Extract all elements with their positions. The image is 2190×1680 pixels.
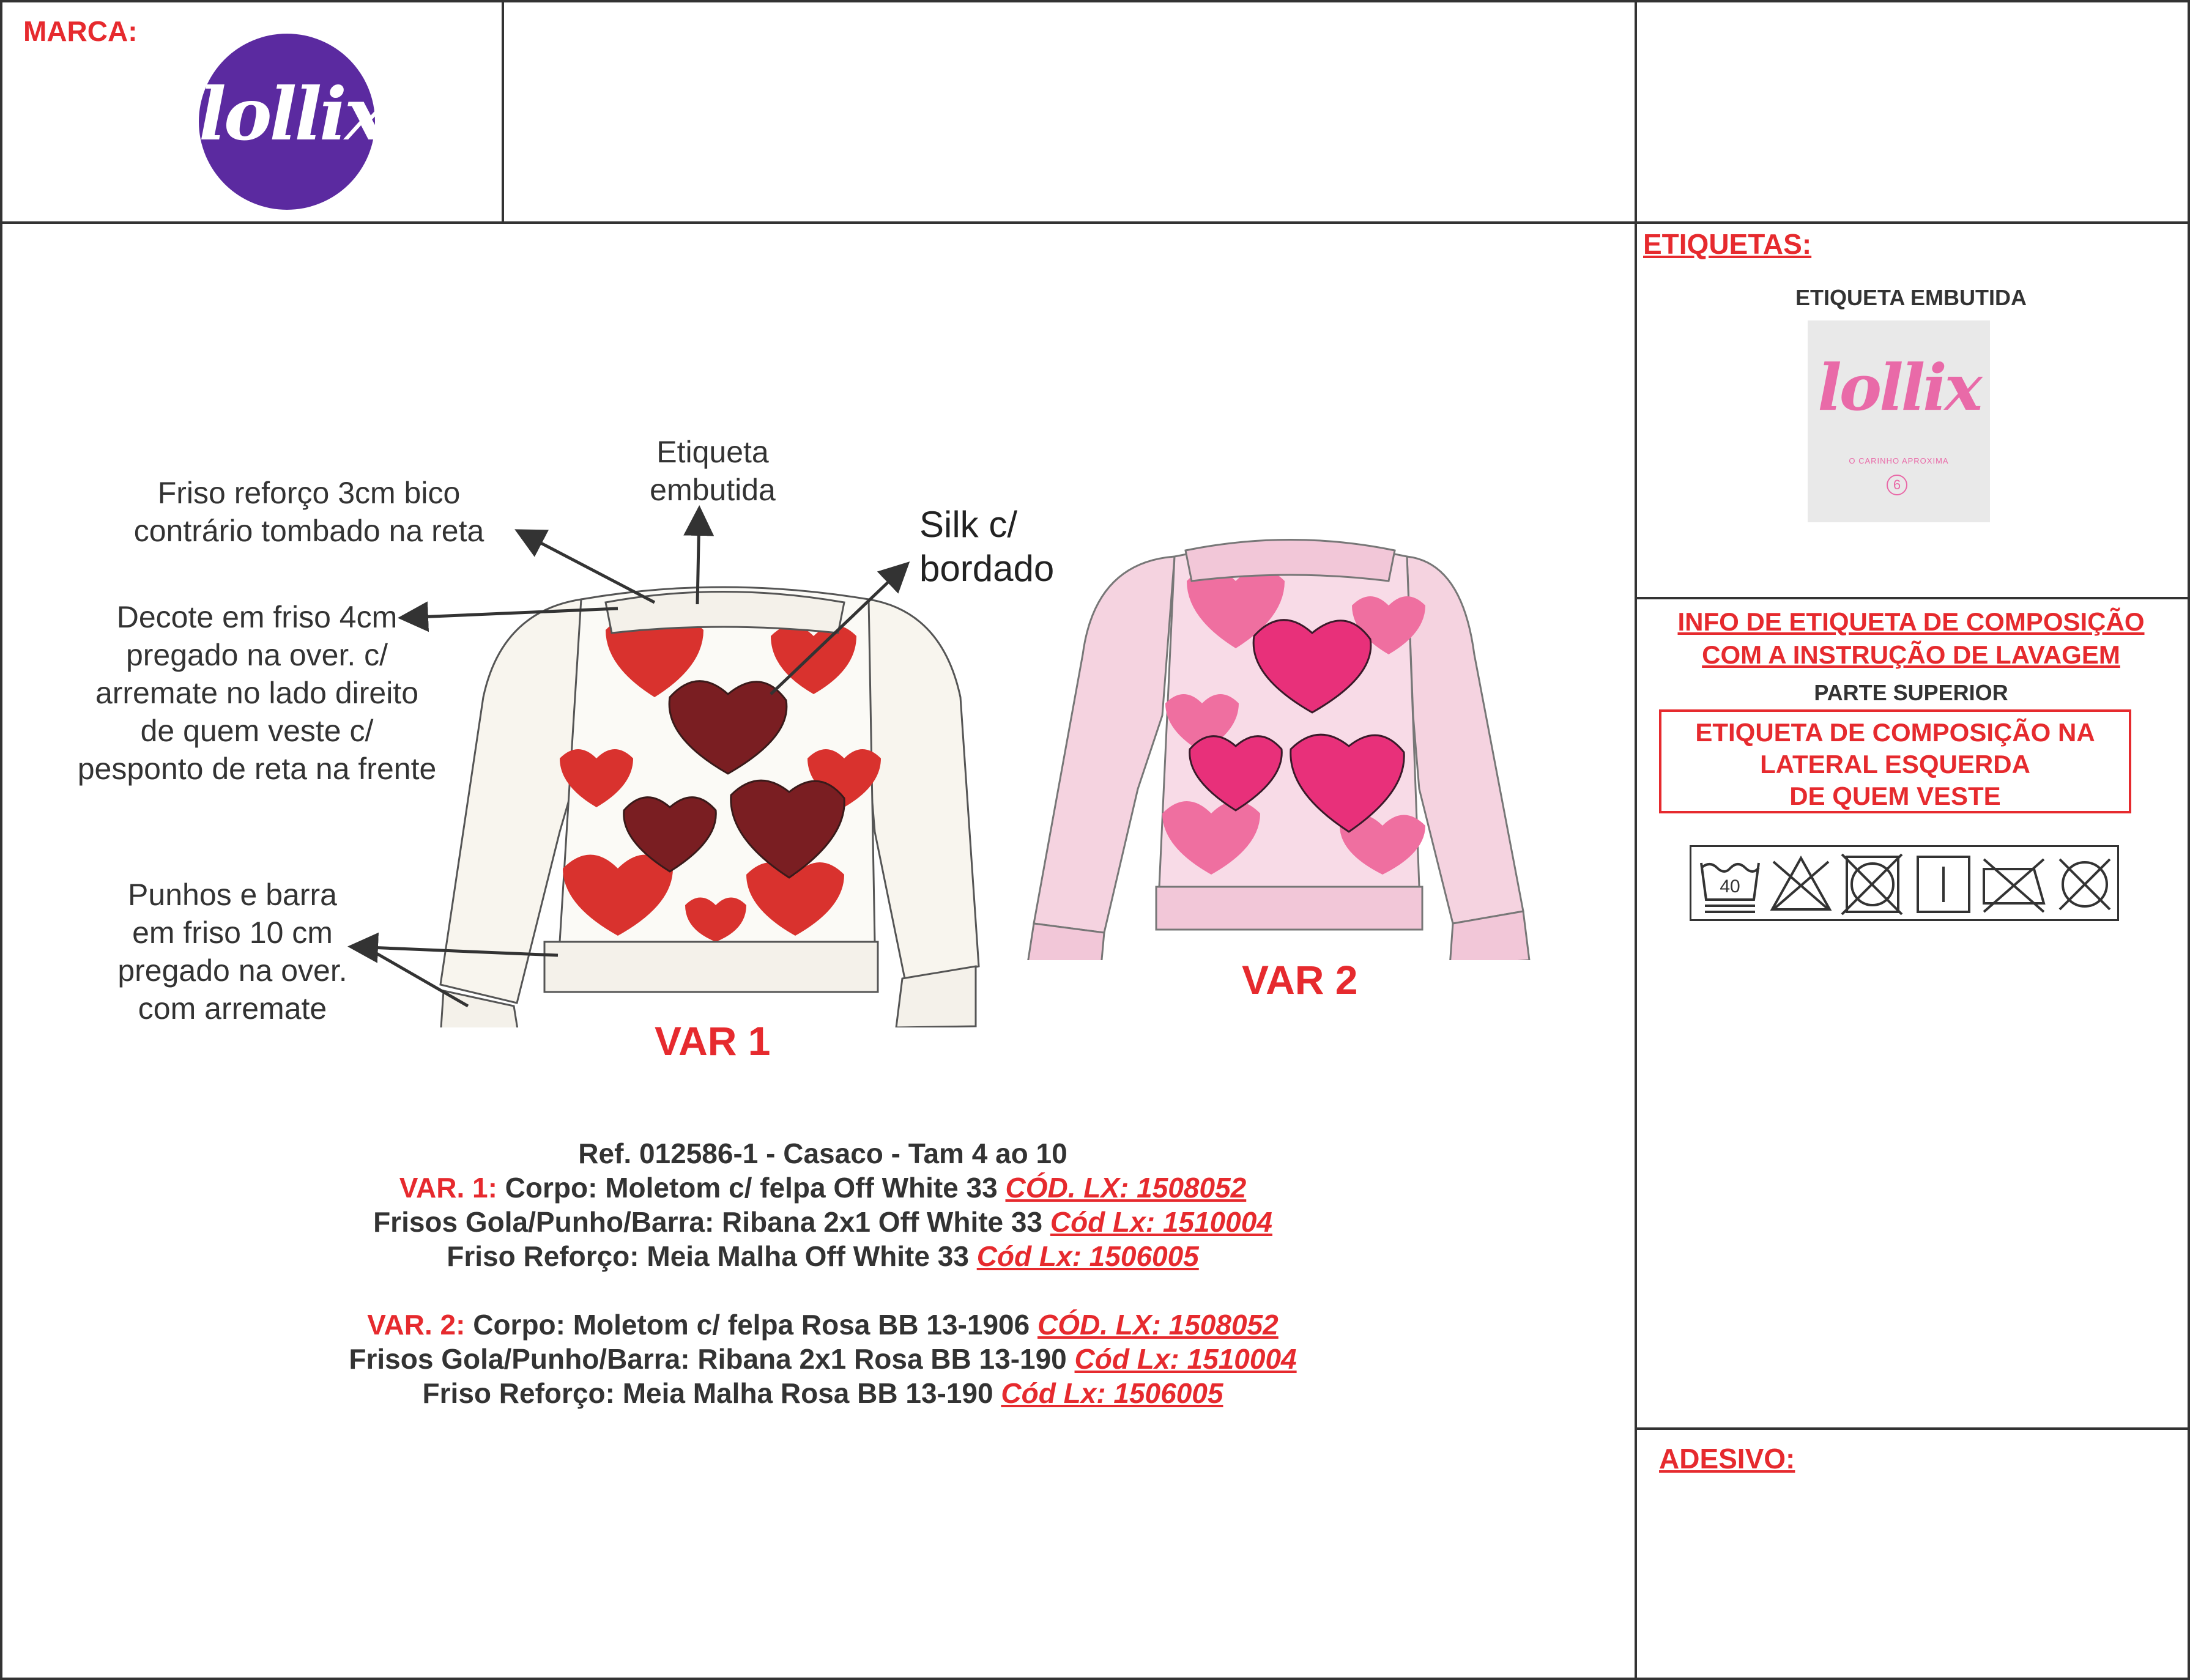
- annotation-friso-l2: contrário tombado na reta: [133, 514, 484, 548]
- spec-v2-frisos-text: Frisos Gola/Punho/Barra: Ribana 2x1 Rosa BB 13-190: [349, 1343, 1075, 1375]
- spec-v2-label: VAR. 2:: [367, 1309, 466, 1341]
- composicao-box-line2: LATERAL ESQUERDA: [1760, 750, 2030, 779]
- var1-label: VAR 1: [655, 1018, 771, 1064]
- silk-arrow: [771, 566, 905, 694]
- line-dry-icon: [1909, 851, 1977, 918]
- annotation-decote-l1: Decote em friso 4cm: [116, 600, 398, 634]
- annotation-decote: [37, 598, 477, 788]
- annotation-silk: [919, 503, 1054, 591]
- spec-v1-reforco-cod: Cód Lx: 1506005: [976, 1240, 1199, 1272]
- spec-v1-label: VAR. 1:: [399, 1172, 497, 1204]
- marca-label: MARCA:: [23, 15, 138, 47]
- spec-v2-corpo-text: Corpo: Moletom c/ felpa Rosa BB 13-1906: [465, 1309, 1037, 1341]
- composicao-title: [1635, 605, 2188, 672]
- spec-block: [184, 1136, 1462, 1410]
- spec-v2-corpo: [184, 1308, 1462, 1342]
- wash-temp-text: 40: [1720, 876, 1740, 897]
- woven-label-tagline: O CARINHO APROXIMA: [1849, 456, 1949, 465]
- spec-v1-reforco: [184, 1239, 1462, 1273]
- annotation-silk-l2: bordado: [919, 548, 1055, 589]
- etiquetas-title: ETIQUETAS:: [1643, 228, 1812, 260]
- spec-v2-reforco-text: Friso Reforço: Meia Malha Rosa BB 13-190: [422, 1377, 1001, 1409]
- spec-v2-frisos-cod: Cód Lx: 1510004: [1074, 1343, 1297, 1375]
- annotation-decote-l4: de quem veste c/: [140, 714, 374, 748]
- woven-label-size-value: 6: [1893, 477, 1901, 492]
- woven-label-logo: lollix: [1817, 350, 1980, 425]
- header-right-cell: [1635, 0, 2190, 224]
- spec-v1-frisos: [184, 1205, 1462, 1239]
- spec-v1-frisos-text: Frisos Gola/Punho/Barra: Ribana 2x1 Off White 33: [373, 1206, 1050, 1238]
- spec-v2-corpo-cod: CÓD. LX: 1508052: [1037, 1309, 1279, 1341]
- woven-label-size: [1887, 475, 1907, 495]
- spec-v2-reforco: [184, 1376, 1462, 1410]
- annotation-etiqueta-l2: embutida: [650, 473, 776, 507]
- composicao-box-line1: ETIQUETA DE COMPOSIÇÃO NA: [1695, 718, 2095, 747]
- composicao-title-line1: INFO DE ETIQUETA DE COMPOSIÇÃO: [1677, 607, 2145, 636]
- care-symbols-strip: [1690, 845, 2119, 921]
- composicao-title-line2: COM A INSTRUÇÃO DE LAVAGEM: [1702, 640, 2120, 669]
- spec-v1-corpo-cod: CÓD. LX: 1508052: [1005, 1172, 1247, 1204]
- annotation-friso: [92, 474, 526, 550]
- no-tumble-dry-icon: [1838, 851, 1906, 918]
- spec-spacer: [184, 1273, 1462, 1308]
- annotation-punhos-l4: com arremate: [138, 991, 327, 1026]
- spec-v2-reforco-cod: Cód Lx: 1506005: [1001, 1377, 1223, 1409]
- friso-arrow: [520, 532, 655, 602]
- spec-v1-frisos-cod: Cód Lx: 1510004: [1050, 1206, 1272, 1238]
- composicao-instruction-box: [1659, 709, 2131, 813]
- annotation-punhos-l2: em friso 10 cm: [132, 916, 333, 950]
- brand-logo-text: lollix: [199, 72, 385, 157]
- annotation-decote-l2: pregado na over. c/: [125, 638, 388, 672]
- spec-v1-corpo: [184, 1171, 1462, 1205]
- woven-label-image: [1808, 320, 1990, 522]
- spec-v1-corpo-text: Corpo: Moletom c/ felpa Off White 33: [497, 1172, 1006, 1204]
- annotation-punhos-l1: Punhos e barra: [128, 878, 337, 912]
- no-dry-clean-icon: [2051, 851, 2118, 918]
- no-bleach-icon: [1767, 851, 1835, 918]
- var2-label: VAR 2: [1242, 957, 1358, 1002]
- spec-v1-reforco-text: Friso Reforço: Meia Malha Off White 33: [447, 1240, 977, 1272]
- annotation-decote-l5: pesponto de reta na frente: [77, 752, 437, 786]
- composicao-box-line3: DE QUEM VESTE: [1789, 782, 2001, 810]
- annotation-punhos: [61, 876, 404, 1027]
- annotation-punhos-l3: pregado na over.: [117, 953, 347, 988]
- etiqueta-embutida-title: ETIQUETA EMBUTIDA: [1795, 285, 2027, 310]
- annotation-friso-l1: Friso reforço 3cm bico: [157, 476, 461, 510]
- annotation-decote-l3: arremate no lado direito: [95, 676, 419, 710]
- adesivo-title: ADESIVO:: [1659, 1443, 1795, 1475]
- wash-40-icon: [1696, 851, 1764, 918]
- parte-superior-label: PARTE SUPERIOR: [1814, 680, 2008, 705]
- annotation-etiqueta: [612, 433, 814, 509]
- etiqueta-arrow: [697, 511, 699, 604]
- annotation-etiqueta-l1: Etiqueta: [656, 435, 769, 469]
- no-iron-icon: [1980, 851, 2047, 918]
- spec-ref: Ref. 012586-1 - Casaco - Tam 4 ao 10: [578, 1138, 1067, 1169]
- annotation-silk-l1: Silk c/: [919, 504, 1018, 545]
- spec-v2-frisos: [184, 1342, 1462, 1376]
